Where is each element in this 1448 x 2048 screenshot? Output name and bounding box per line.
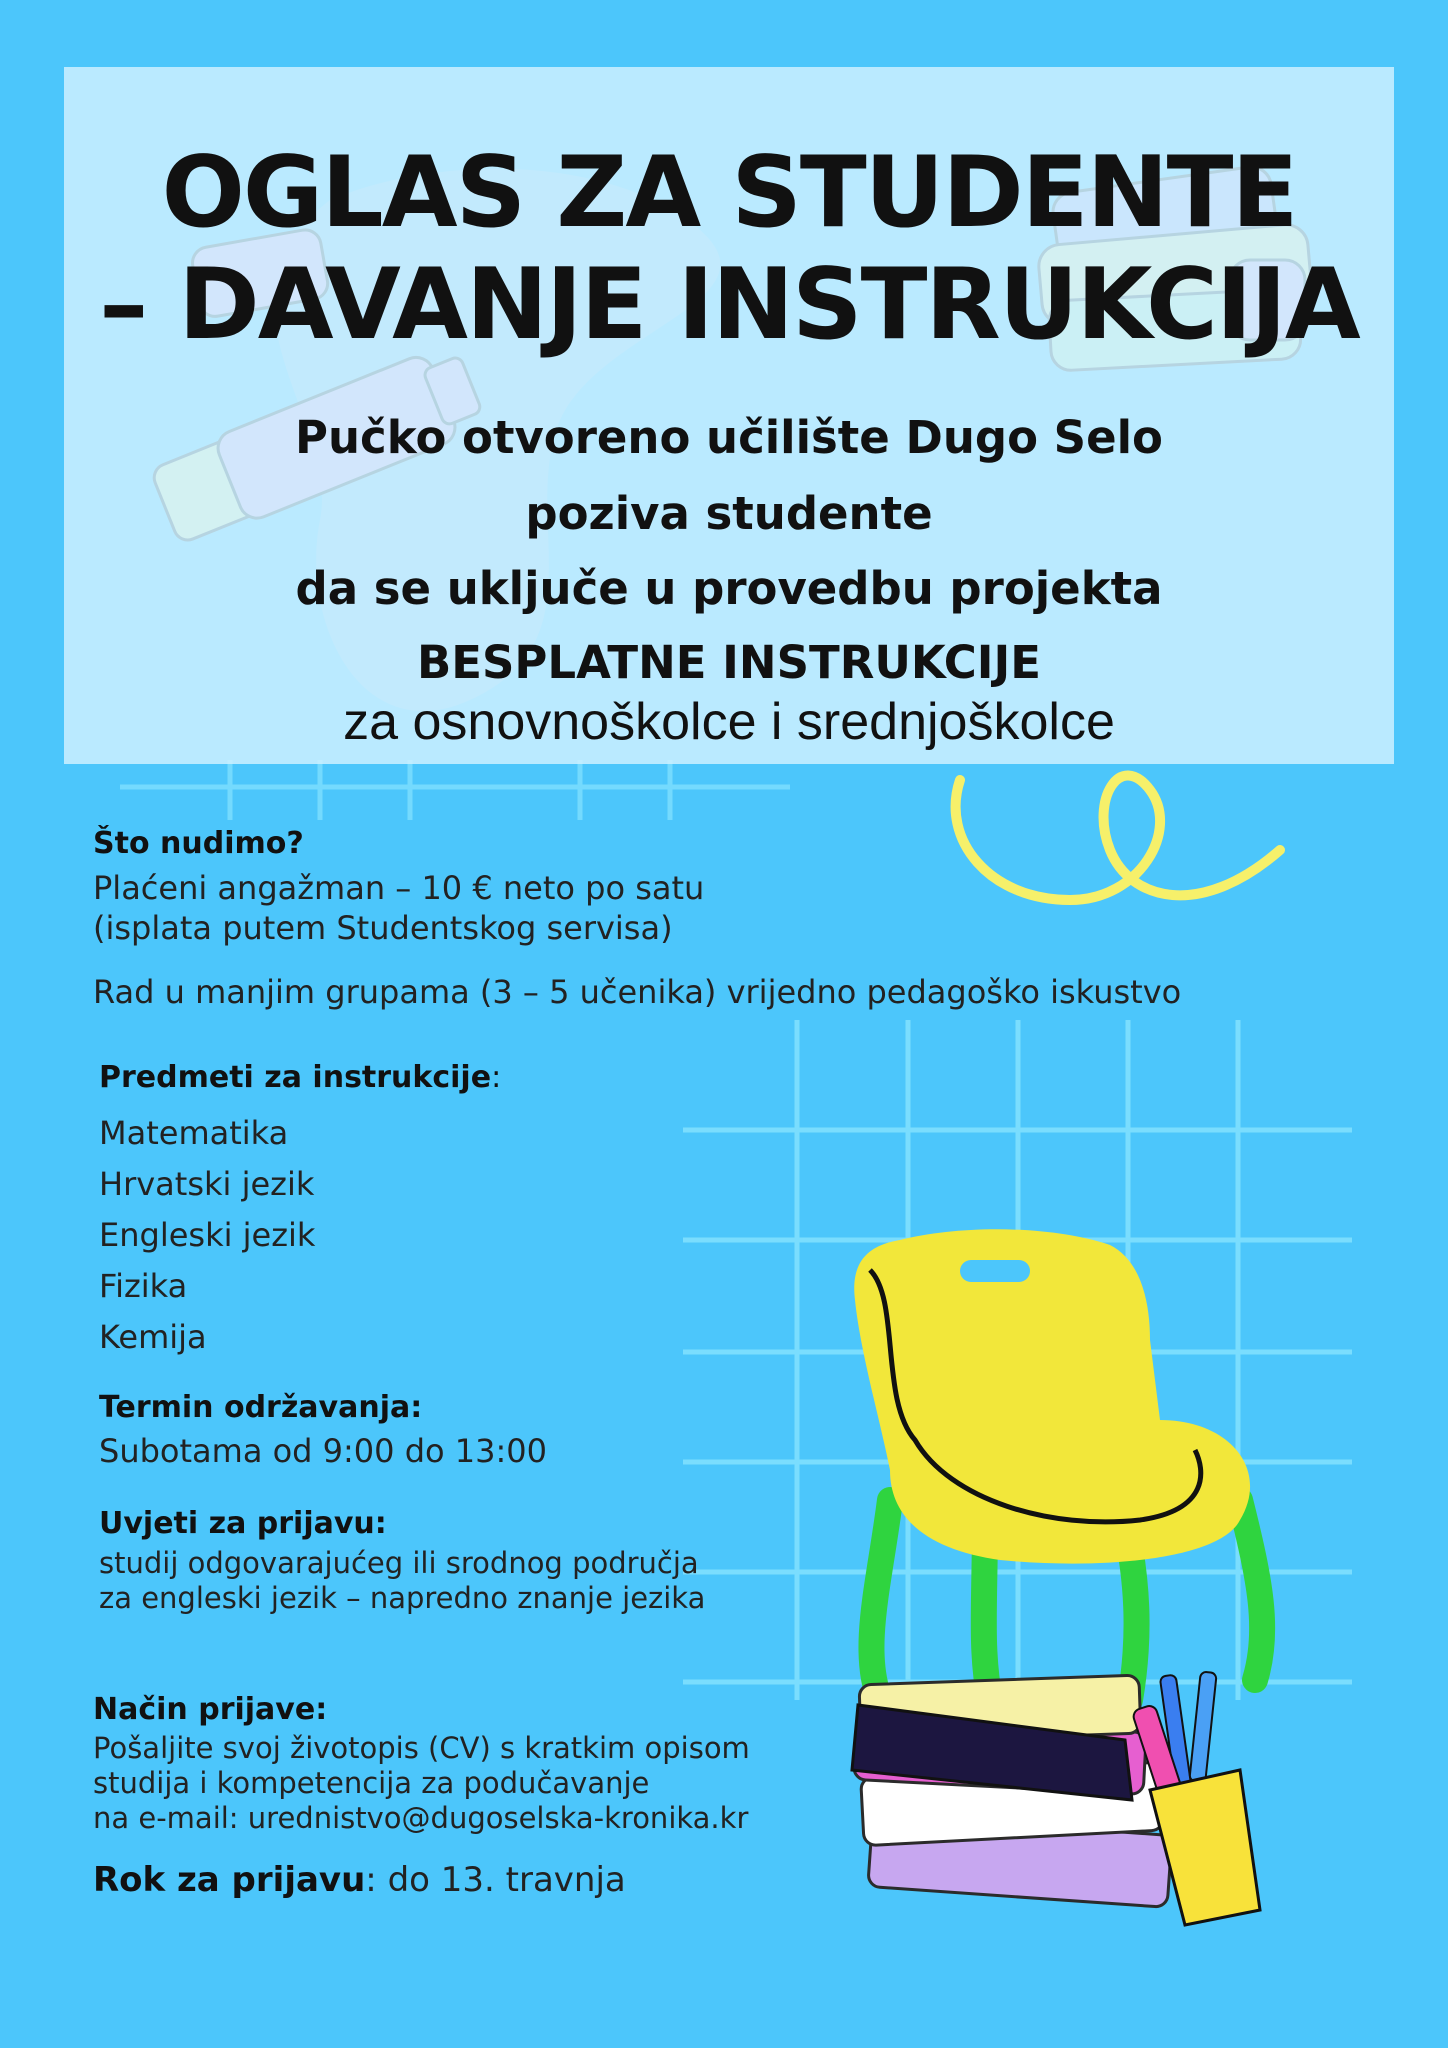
schedule-heading: Termin održavanja: — [99, 1390, 423, 1425]
conditions-line-2: za engleski jezik – napredno znanje jezika — [99, 1581, 706, 1615]
title-line-2: – DAVANJE INSTRUKCIJA — [99, 248, 1359, 362]
grid-pattern-top — [120, 760, 790, 820]
organizer-line: Pučko otvoreno učilište Dugo Selo — [295, 411, 1163, 464]
apply-email-line: na e-mail: urednistvo@dugoselska-kronika.kr — [93, 1801, 749, 1835]
subject-item: Matematika — [99, 1114, 289, 1152]
squiggle-doodle — [956, 775, 1280, 900]
apply-line-1: Pošaljite svoj životopis (CV) s kratkim opisom — [93, 1731, 750, 1765]
subjects-list — [99, 1108, 315, 1363]
subject-item: Fizika — [99, 1267, 188, 1305]
apply-heading: Način prijave: — [93, 1692, 328, 1727]
offer-pay: Plaćeni angažman – 10 € neto po satu — [93, 869, 705, 907]
subject-item: Engleski jezik — [99, 1216, 316, 1254]
chair-illustration — [854, 1229, 1262, 1700]
deadline: Rok za prijavu: do 13. travnja — [93, 1860, 626, 1900]
title-line-1: OGLAS ZA STUDENTE — [161, 136, 1297, 250]
subjects-heading: Predmeti za instrukcije: — [99, 1060, 502, 1095]
conditions-line-1: studij odgovarajućeg ili srodnog područja — [99, 1546, 699, 1580]
subject-item: Kemija — [99, 1318, 207, 1356]
subject-item: Hrvatski jezik — [99, 1165, 315, 1203]
offer-groups: Rad u manjim grupama (3 – 5 učenika) vrijedno pedagoško iskustvo — [93, 973, 1182, 1011]
project-name: BESPLATNE INSTRUKCIJE — [416, 636, 1041, 689]
schedule-value: Subotama od 9:00 do 13:00 — [99, 1432, 547, 1470]
invitation-line: poziva studente — [525, 487, 933, 540]
offer-heading: Što nudimo? — [93, 826, 304, 861]
audience-line: za osnovnoškolce i srednjoškolce — [343, 693, 1115, 751]
offer-pay-note: (isplata putem Studentskog servisa) — [93, 909, 673, 947]
apply-line-2: studija i kompetencija za podučavanje — [93, 1766, 650, 1800]
conditions-heading: Uvjeti za prijavu: — [99, 1506, 387, 1541]
books-stack-illustration — [850, 1675, 1172, 1907]
project-line: da se uključe u provedbu projekta — [295, 562, 1163, 615]
